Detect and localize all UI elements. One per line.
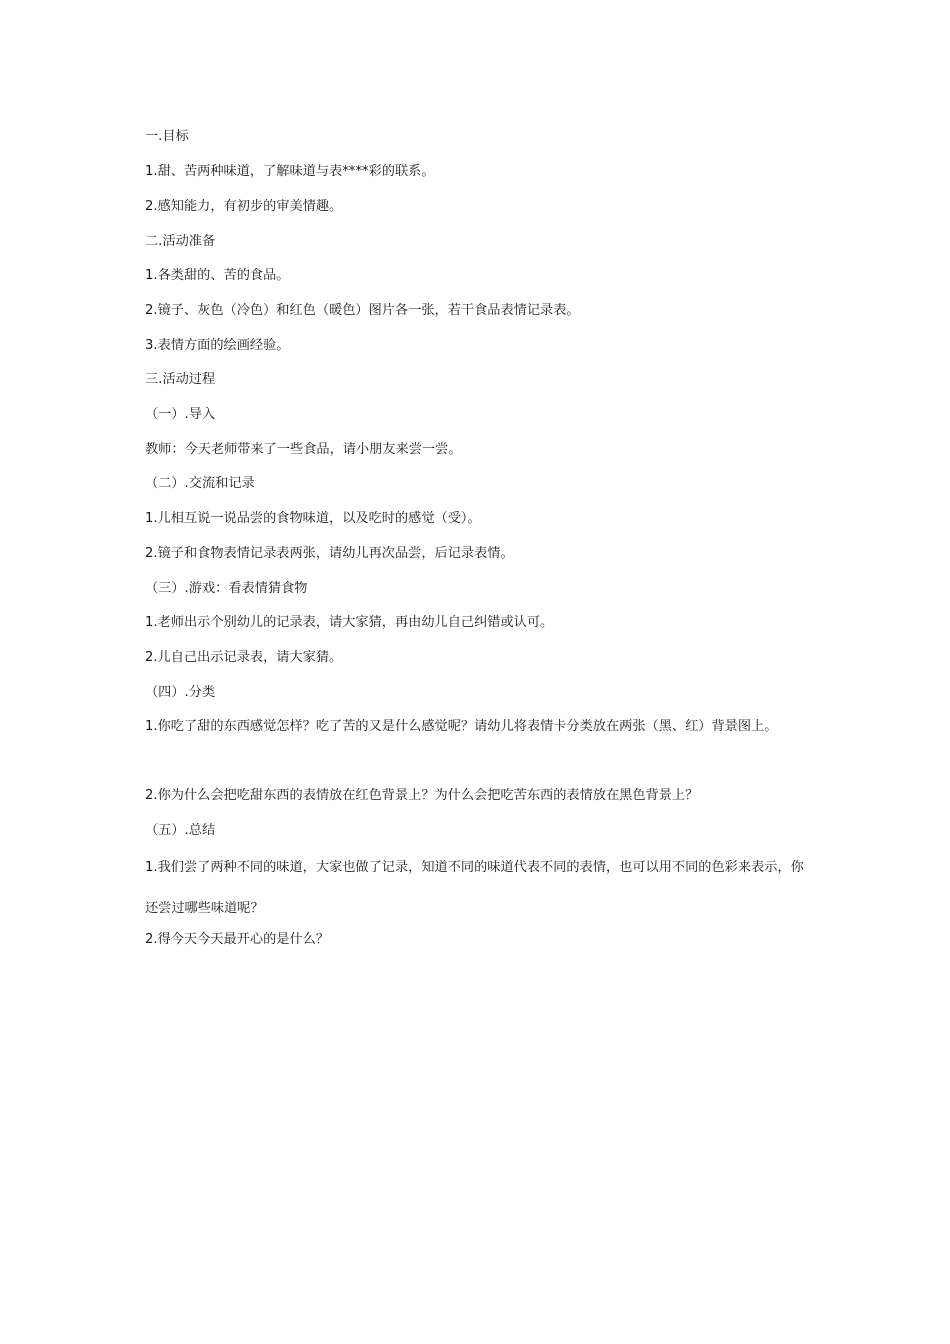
preparation-item-2: 2.镜子、灰色（冷色）和红色（暖色）图片各一张，若干食品表情记录表。 [145,303,580,318]
subheading-game: （三）.游戏：看表情猜食物 [145,581,308,596]
game-item-2: 2.儿自己出示记录表，请大家猜。 [145,650,343,665]
subheading-introduction: （一）.导入 [145,407,216,422]
section-heading-process: 三.活动过程 [145,372,216,387]
introduction-text: 教师：今天老师带来了一些食品，请小朋友来尝一尝。 [145,442,462,457]
classify-item-1: 1.你吃了甜的东西感觉怎样？吃了苦的又是什么感觉呢？请幼儿将表情卡分类放在两张（黑、红）背景图上。 [145,719,778,734]
exchange-item-1: 1.儿相互说一说品尝的食物味道，以及吃时的感觉（受）。 [145,511,481,526]
summary-item-1: 1.我们尝了两种不同的味道，大家也做了记录，知道不同的味道代表不同的表情，也可以用不同的色彩来表示，你还尝过哪些味道呢？ [145,860,804,916]
section-heading-preparation: 二.活动准备 [145,234,216,249]
summary-item-2: 2.得今天今天最开心的是什么？ [145,932,330,947]
game-item-1: 1.老师出示个别幼儿的记录表，请大家猜，再由幼儿自己纠错或认可。 [145,615,554,630]
subheading-exchange: （二）.交流和记录 [145,476,255,491]
goal-item-1: 1.甜、苦两种味道，了解味道与表****彩的联系。 [145,164,435,179]
goal-item-2: 2.感知能力，有初步的审美情趣。 [145,199,343,214]
subheading-classify: （四）.分类 [145,685,216,700]
exchange-item-2: 2.镜子和食物表情记录表两张，请幼儿再次品尝，后记录表情。 [145,546,514,561]
section-heading-goals: 一.目标 [145,129,189,144]
preparation-item-3: 3.表情方面的绘画经验。 [145,338,290,353]
preparation-item-1: 1.各类甜的、苦的食品。 [145,268,290,283]
classify-item-2: 2.你为什么会把吃甜东西的表情放在红色背景上？为什么会把吃苦东西的表情放在黑色背景上？ [145,788,699,803]
subheading-summary: （五）.总结 [145,823,216,838]
